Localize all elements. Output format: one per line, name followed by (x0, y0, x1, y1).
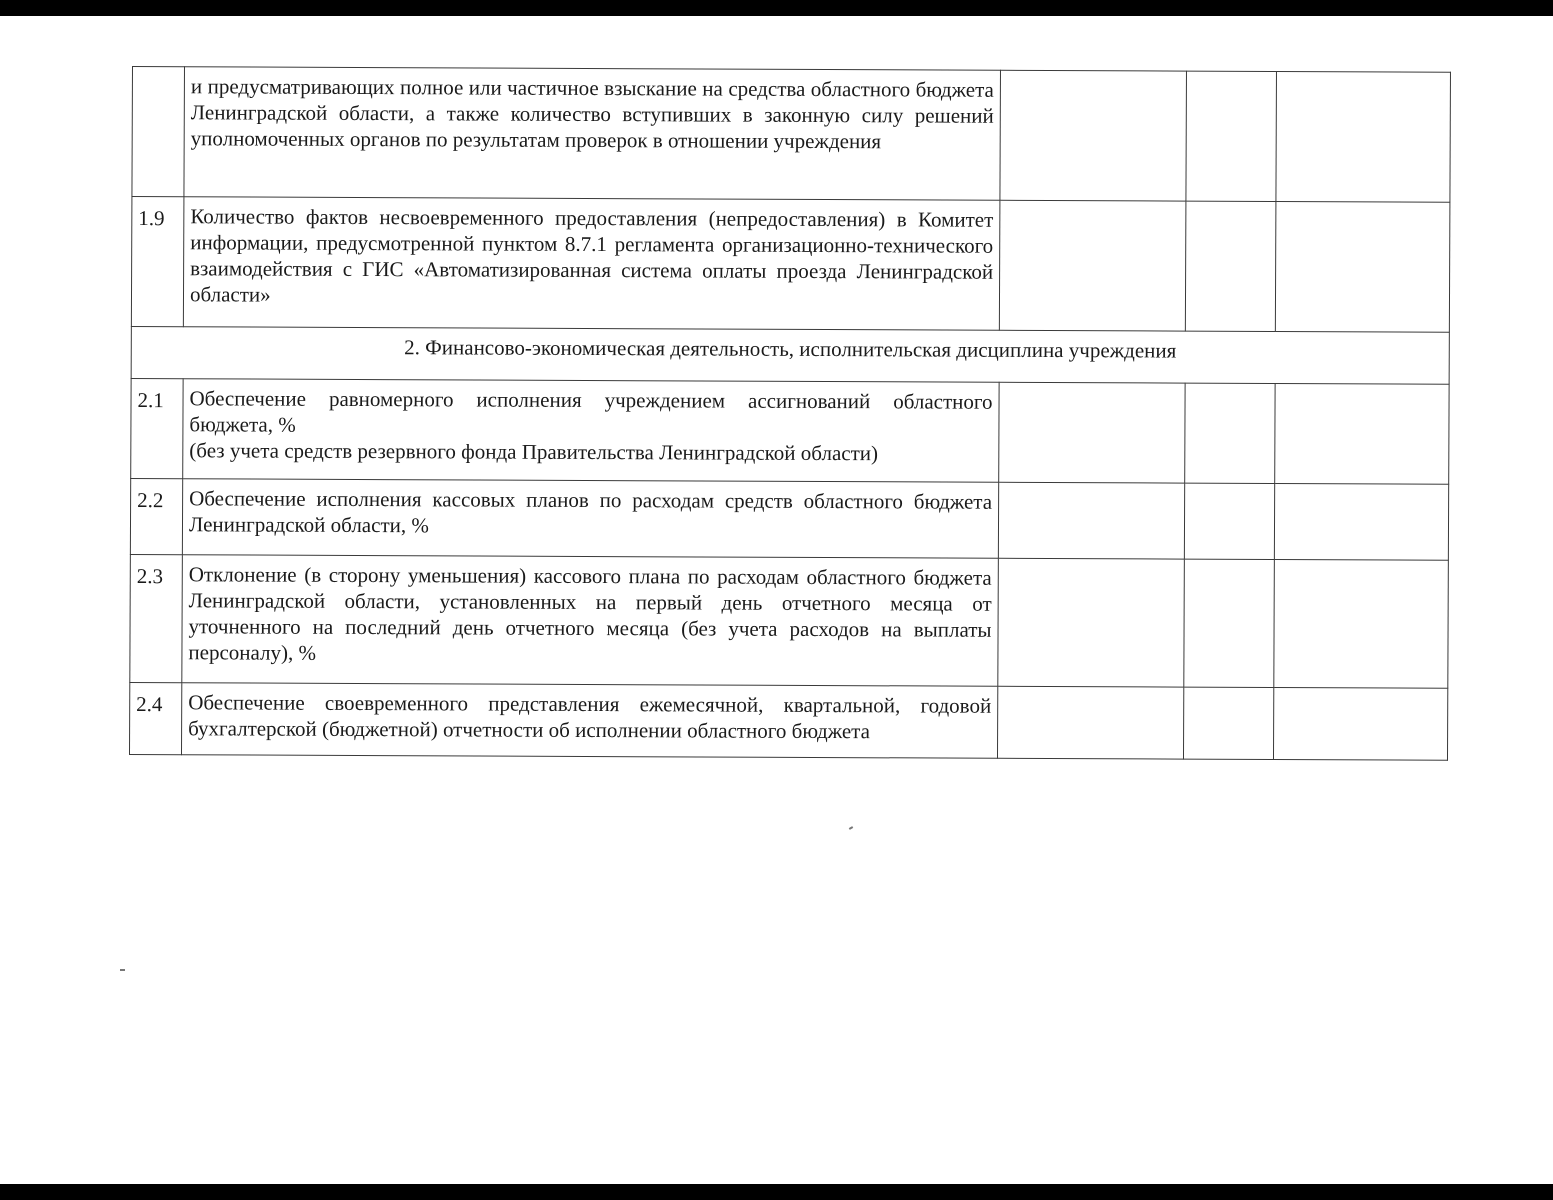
scan-speck (849, 826, 853, 830)
value-cell (1000, 70, 1187, 201)
row-description-note: (без учета средств резервного фонда Правительства Ленинградской области) (189, 438, 879, 466)
row-number: 1.9 (131, 197, 184, 327)
scan-speck (120, 969, 125, 971)
value-cell (1184, 559, 1275, 687)
table-row (130, 478, 1448, 560)
value-cell (1275, 201, 1450, 332)
row-description (183, 379, 999, 483)
value-cell (999, 382, 1185, 483)
value-cell (998, 558, 1185, 687)
value-cell (1276, 71, 1451, 202)
row-number: 2.2 (130, 478, 182, 554)
value-cell (1274, 483, 1448, 560)
row-description: Обеспечение исполнения кассовых планов по расходам средств областного бюджета Ленинградской области, % (182, 479, 998, 559)
value-cell (998, 482, 1184, 559)
table-row (131, 378, 1449, 484)
value-cell (999, 200, 1186, 331)
table-row (132, 67, 1451, 203)
value-cell (1275, 383, 1449, 484)
value-cell (1185, 383, 1275, 483)
table-row (130, 554, 1449, 688)
value-cell (1186, 71, 1277, 201)
row-description-main: Обеспечение равномерного исполнения учреждением ассигнований областного бюджета, % (189, 386, 993, 437)
value-cell (1274, 559, 1449, 688)
value-cell (997, 686, 1183, 759)
row-description: и предусматривающих полное или частичное взыскание на средства областного бюджета Ленинградской области, а также количество вступивших в законную силу решений уполномоченных органов по результатам проверок в отношении учреждения (184, 67, 1001, 201)
row-description: Количество фактов несвоевременного предоставления (непредоставления) в Комитет информации, предусмотренной пунктом 8.7.1 регламента организационно-технического взаимодействия с ГИС «Автоматизированная система оплаты проезда Ленинградской области» (183, 197, 1000, 331)
section-header-row (131, 326, 1449, 384)
value-cell (1273, 687, 1447, 760)
scan-border-bottom (0, 1184, 1553, 1200)
table-row (129, 682, 1447, 760)
row-description: Отклонение (в сторону уменьшения) кассового плана по расходам областного бюджета Ленинградской области, установленных на первый день отчетного месяца от уточненного на последний день отчетного месяца (без учета расходов на выплаты персоналу), % (182, 555, 999, 687)
row-number (132, 67, 185, 197)
row-number: 2.1 (131, 378, 183, 478)
scan-border-top (0, 0, 1553, 16)
value-cell (1185, 201, 1276, 331)
table-row (131, 197, 1450, 333)
indicators-table (129, 66, 1451, 761)
row-description: Обеспечение своевременного представления ежемесячной, квартальной, годовой бухгалтерской (бюджетной) отчетности об исполнении областного бюджета (181, 683, 997, 759)
row-number: 2.3 (130, 554, 183, 682)
row-number: 2.4 (129, 682, 181, 754)
section-title: 2. Финансово-экономическая деятельность, исполнительская дисциплина учреждения (131, 326, 1449, 384)
value-cell (1184, 483, 1274, 559)
value-cell (1183, 687, 1273, 759)
